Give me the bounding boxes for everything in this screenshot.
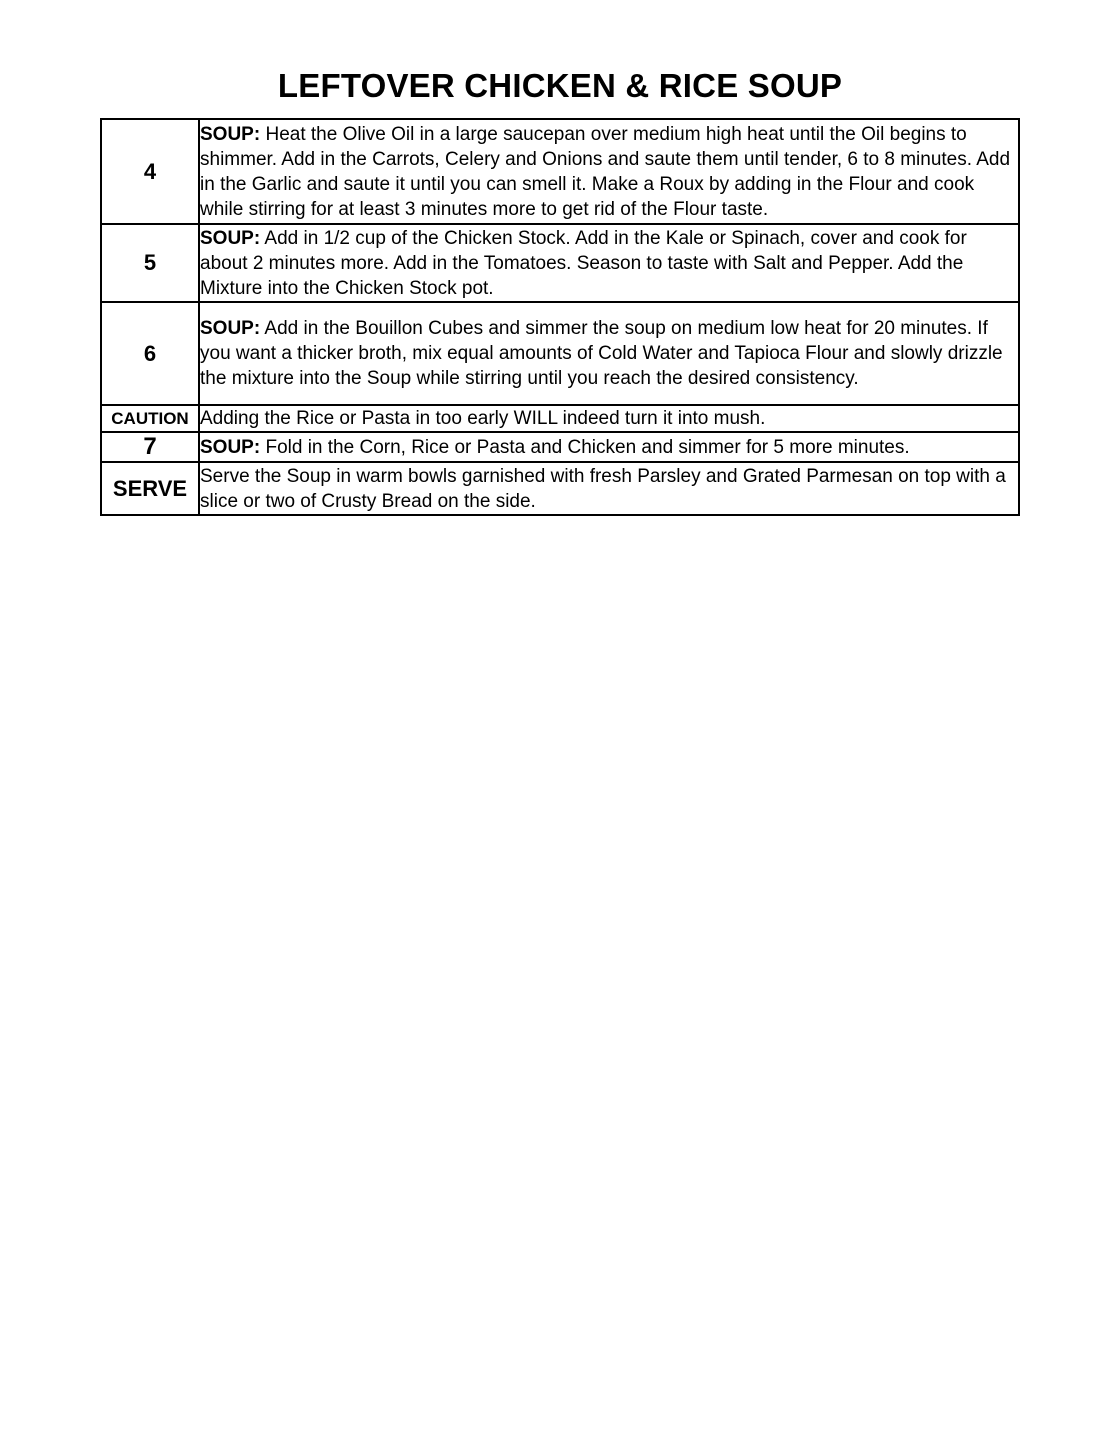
table-row [101, 462, 1019, 515]
step-text: Add in the Bouillon Cubes and simmer the soup on medium low heat for 20 minutes. If you want a thicker broth, mix equal amounts of Cold Water and Tapioca Flour and slowly drizzle the mixture into the Soup while stirring until you reach the desired consistency. [200, 318, 1003, 389]
table-row [101, 302, 1019, 405]
step-text: Heat the Olive Oil in a large saucepan over medium high heat until the Oil begins to shimmer. Add in the Carrots, Celery and Onions and saute them until tender, 6 to 8 minutes. Add in the Garlic and saute it until you can smell it. Make a Roux by adding in the Flour and cook while stirring for at least 3 minutes more to get rid of the Flour taste. [200, 123, 1011, 220]
table-row [101, 119, 1019, 224]
step-instructions [199, 119, 1019, 224]
caution-label: CAUTION [101, 405, 199, 432]
table-row [101, 224, 1019, 302]
step-keyword: SOUP: [200, 436, 261, 458]
step-text: Add in 1/2 cup of the Chicken Stock. Add in the Kale or Spinach, cover and cook for about 2 minutes more. Add in the Tomatoes. Season to taste with Salt and Pepper. Add the Mixture into the Chicken Stock pot. [200, 227, 967, 299]
step-text: Fold in the Corn, Rice or Pasta and Chicken and simmer for 5 more minutes. [265, 436, 910, 458]
recipe-steps-table [100, 118, 1020, 516]
step-keyword: SOUP: [200, 227, 261, 249]
step-keyword: SOUP: [200, 318, 261, 339]
caution-text: Adding the Rice or Pasta in too early WILL indeed turn it into mush. [199, 405, 1019, 432]
step-number: 7 [101, 432, 199, 462]
step-instructions [199, 432, 1019, 462]
step-instructions [199, 302, 1019, 405]
step-number: 6 [101, 302, 199, 405]
step-keyword: SOUP: [200, 123, 261, 145]
page-title: LEFTOVER CHICKEN & RICE SOUP [277, 67, 843, 104]
serve-text: Serve the Soup in warm bowls garnished with fresh Parsley and Grated Parmesan on top with a slice or two of Crusty Bread on the side. [199, 462, 1019, 515]
table-row [101, 405, 1019, 432]
serve-label: SERVE [101, 462, 199, 515]
step-number: 4 [101, 119, 199, 224]
step-number: 5 [101, 224, 199, 302]
table-row [101, 432, 1019, 462]
step-instructions [199, 224, 1019, 302]
